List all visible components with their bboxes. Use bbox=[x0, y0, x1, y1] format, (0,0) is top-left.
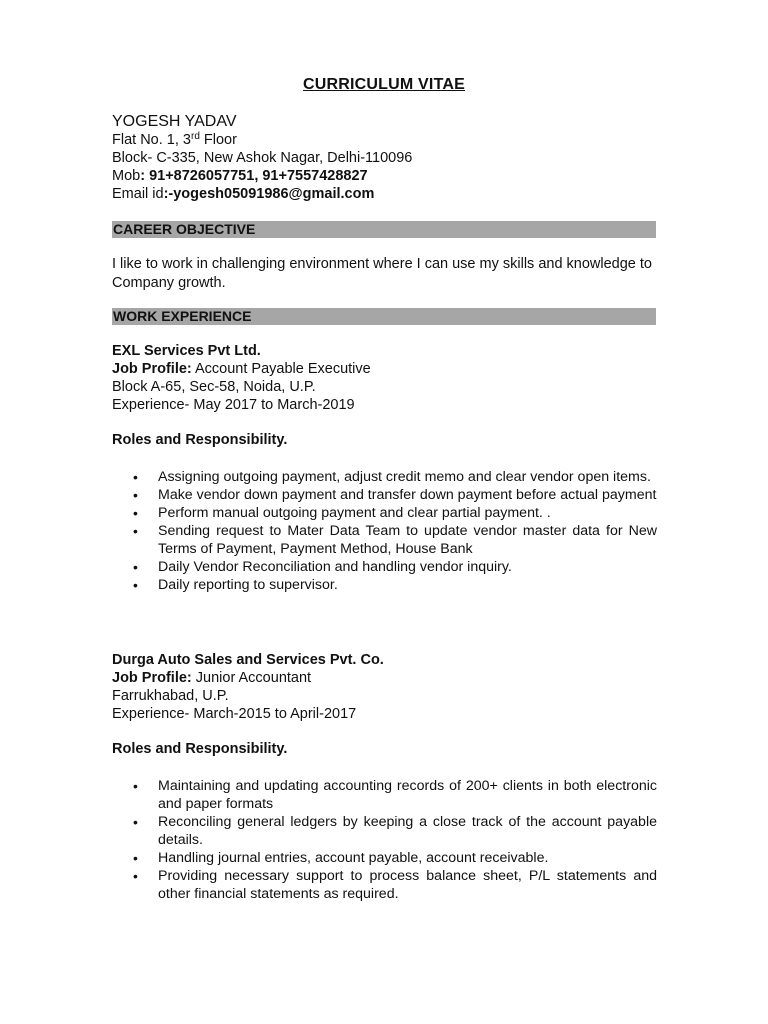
job-1-roles-heading: Roles and Responsibility. bbox=[112, 432, 288, 448]
mobile-value: : 91+8726057751, 91+7557428827 bbox=[140, 168, 368, 184]
work-experience-heading: WORK EXPERIENCE bbox=[112, 308, 656, 325]
job-2-profile-value: Junior Accountant bbox=[191, 670, 312, 686]
list-item-text: Daily Vendor Reconciliation and handling vendor inquiry. bbox=[158, 559, 512, 575]
document-title: CURRICULUM VITAE bbox=[302, 76, 465, 93]
job-1-profile-label: Job Profile: bbox=[112, 361, 192, 377]
list-item-text: Providing necessary support to process balance sheet, P/L statements and other financial statements as required. bbox=[158, 868, 657, 902]
bullet-icon: • bbox=[133, 523, 138, 539]
email-label: Email id bbox=[112, 186, 164, 202]
job-2-roles-list bbox=[112, 777, 657, 903]
list-item bbox=[112, 522, 657, 558]
list-item-text: Handling journal entries, account payable, account receivable. bbox=[158, 850, 549, 866]
list-item bbox=[112, 558, 657, 576]
list-item-text: Daily reporting to supervisor. bbox=[158, 577, 338, 593]
bullet-icon: • bbox=[133, 469, 138, 485]
job-2-profile-label: Job Profile: bbox=[112, 670, 192, 686]
career-objective-text: I like to work in challenging environment where I can use my skills and knowledge to Company growth. bbox=[112, 256, 652, 291]
career-objective-heading: CAREER OBJECTIVE bbox=[112, 221, 656, 238]
address-line-1-text: Flat No. 1, 3 bbox=[112, 132, 191, 148]
list-item-text: Make vendor down payment and transfer down payment before actual payment bbox=[158, 487, 657, 503]
list-item bbox=[112, 504, 657, 522]
address-line-1-floor: Floor bbox=[199, 132, 237, 148]
job-2-roles-heading: Roles and Responsibility. bbox=[112, 741, 288, 757]
candidate-name: YOGESH YADAV bbox=[112, 113, 237, 130]
job-2-experience: Experience- March-2015 to April-2017 bbox=[112, 706, 357, 722]
mobile-line bbox=[112, 167, 368, 185]
list-item bbox=[112, 486, 657, 504]
list-item bbox=[112, 777, 657, 813]
list-item-text: Perform manual outgoing payment and clear partial payment. . bbox=[158, 505, 551, 521]
job-1-profile bbox=[112, 360, 371, 378]
list-item bbox=[112, 468, 657, 486]
job-2-location: Farrukhabad, U.P. bbox=[112, 688, 229, 704]
job-2-profile bbox=[112, 669, 311, 687]
job-2-company: Durga Auto Sales and Services Pvt. Co. bbox=[112, 652, 384, 668]
bullet-icon: • bbox=[133, 850, 138, 866]
email-line bbox=[112, 185, 374, 203]
bullet-icon: • bbox=[133, 487, 138, 503]
job-1-company: EXL Services Pvt Ltd. bbox=[112, 343, 261, 359]
list-item-text: Reconciling general ledgers by keeping a close track of the account payable details. bbox=[158, 814, 657, 848]
mobile-label: Mob bbox=[112, 168, 141, 184]
list-item bbox=[112, 576, 657, 594]
job-1-experience: Experience- May 2017 to March-2019 bbox=[112, 397, 355, 413]
list-item-text: Assigning outgoing payment, adjust credit memo and clear vendor open items. bbox=[158, 469, 651, 485]
bullet-icon: • bbox=[133, 505, 138, 521]
address-line-1-superscript: rd bbox=[190, 131, 200, 142]
bullet-icon: • bbox=[133, 559, 138, 575]
list-item bbox=[112, 813, 657, 849]
bullet-icon: • bbox=[133, 778, 138, 794]
job-1-profile-value: Account Payable Executive bbox=[191, 361, 371, 377]
list-item-text: Maintaining and updating accounting records of 200+ clients in both electronic and paper formats bbox=[158, 778, 657, 812]
address-line-1 bbox=[112, 131, 237, 149]
list-item bbox=[112, 867, 657, 903]
email-value: :-yogesh05091986@gmail.com bbox=[163, 186, 375, 202]
bullet-icon: • bbox=[133, 814, 138, 830]
job-1-roles-list bbox=[112, 468, 657, 594]
job-1-location: Block A-65, Sec-58, Noida, U.P. bbox=[112, 379, 316, 395]
bullet-icon: • bbox=[133, 868, 138, 884]
address-line-2: Block- C-335, New Ashok Nagar, Delhi-110096 bbox=[112, 150, 413, 166]
list-item bbox=[112, 849, 657, 867]
bullet-icon: • bbox=[133, 577, 138, 593]
list-item-text: Sending request to Mater Data Team to update vendor master data for New Terms of Payment, Payment Method, House Bank bbox=[158, 523, 657, 557]
